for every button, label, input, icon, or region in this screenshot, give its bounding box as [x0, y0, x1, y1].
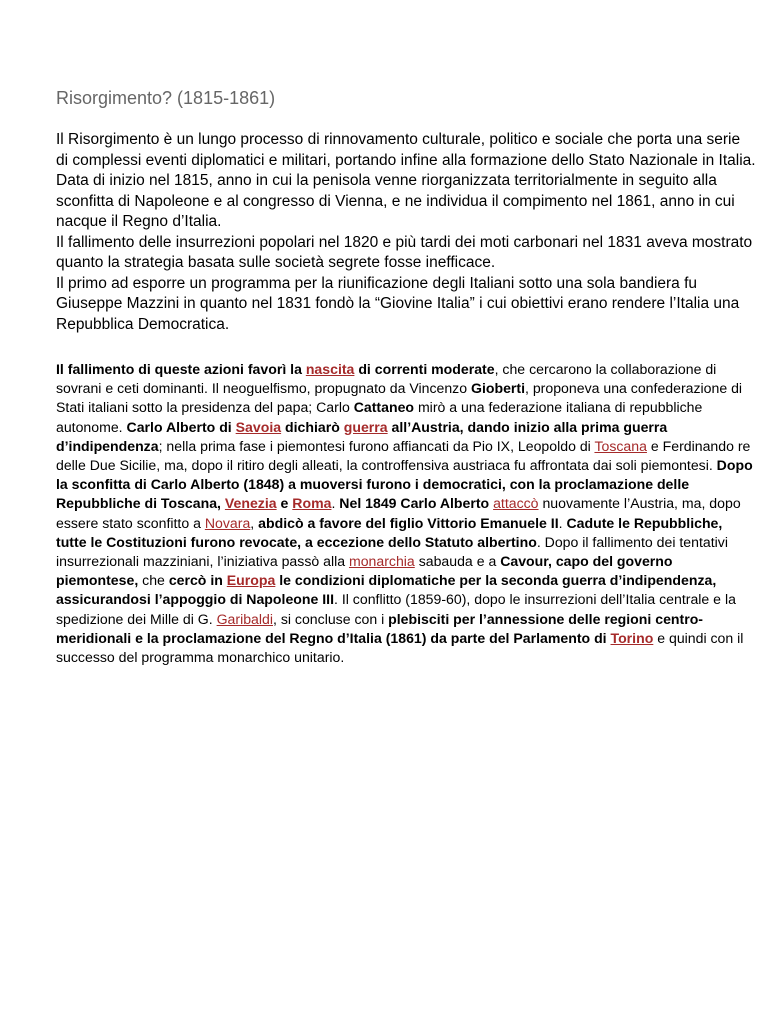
intro-paragraph: Il fallimento delle insurrezioni popolari nel 1820 e più tardi dei moti carbonari nel 1831 aveva mostrato quanto la strategia basata sulle società segrete fosse inefficace. [56, 233, 753, 271]
bold-text: Dopo la sconfitta di Carlo Alberto (1848) a muoversi furono i democratici, con la proclamazione delle Repubbliche di Toscana, [56, 457, 753, 512]
page-title: Risorgimento? (1815-1861) [56, 88, 276, 108]
bold-text: Cavour, capo del governo piemontese, [56, 553, 673, 589]
body-text: . [558, 514, 567, 531]
link-venezia[interactable]: Venezia [224, 495, 277, 512]
body-text: , [250, 514, 259, 531]
body-text: . Dopo il fallimento dei tentativi insurrezionali mazziniani, l’iniziativa passò alla [56, 533, 728, 570]
link-novara[interactable]: Novara [204, 514, 251, 531]
link-europa[interactable]: Europa [226, 572, 276, 589]
bold-text: Carlo Alberto di [126, 418, 236, 435]
bold-text: Gioberti [470, 380, 526, 397]
link-roma[interactable]: Roma [292, 495, 332, 512]
bold-text: Il fallimento di queste azioni favorì la [56, 361, 306, 377]
bold-text: di correnti moderate [354, 361, 495, 377]
body-text: . [331, 495, 340, 512]
bold-text: cercò in [168, 572, 227, 589]
link-torino[interactable]: Torino [610, 629, 654, 646]
body-text: , proponeva una confederazione di Stati italiani sotto la presidenza del papa; Carlo [56, 380, 743, 416]
bold-text: Cattaneo [353, 399, 415, 416]
bold-text: e [276, 495, 293, 512]
link-nascita[interactable]: nascita [305, 361, 355, 377]
link-garibaldi[interactable]: Garibaldi [216, 610, 273, 627]
link-monarchia[interactable]: monarchia [348, 553, 415, 570]
bold-text: Nel 1849 Carlo Alberto [339, 495, 494, 512]
body-text: e Ferdinando re delle Due Sicilie, ma, dopo il ritiro degli alleati, la controffensiva austriaca fu affrontata dai soli piemontesi. [56, 437, 751, 474]
body-text: nuovamente l’Austria, ma, dopo essere stato sconfitto a [56, 495, 741, 531]
bold-text: dichiarò [281, 418, 344, 435]
body-text: che [138, 572, 169, 589]
body-text: ; nella prima fase i piemontesi furono affiancati da Pio IX, Leopoldo di [158, 437, 595, 454]
body-text: , che cercarono la collaborazione di sovrani e ceti dominanti. Il neoguelfismo, propugnato da Vincenzo [56, 361, 717, 397]
bold-text: le condizioni diplomatiche per la seconda guerra d’indipendenza, assicurandosi l’appoggio di Napoleone III [56, 572, 717, 608]
body-text: e quindi con il successo del programma monarchico unitario. [56, 629, 744, 666]
bold-text: abdicò a favore del figlio Vittorio Emanuele II [258, 514, 559, 531]
intro-paragraph: Il Risorgimento è un lungo processo di rinnovamento culturale, politico e sociale che porta una serie di complessi eventi diplomatici e militari, portando infine alla formazione dello Stato Nazionale in Italia. [56, 131, 756, 169]
link-toscana[interactable]: Toscana [594, 437, 647, 454]
body-text: . Il conflitto (1859-60), dopo le insurrezioni dell’Italia centrale e la spedizione dei Mille di G. [56, 591, 736, 627]
body-paragraph [56, 360, 756, 667]
bold-text: all’Austria, dando inizio alla prima guerra d’indipendenza [56, 418, 668, 454]
link-attacco[interactable]: attaccò [493, 495, 539, 512]
body-text: mirò a una federazione italiana di repubbliche autonome. [56, 399, 703, 435]
body-text: , si concluse con i [273, 610, 389, 627]
intro-paragraph: Data di inizio nel 1815, anno in cui la penisola venne riorganizzata territorialmente in seguito alla sconfitta di Napoleone e al congresso di Vienna, e ne individua il compimento nel 1861, anno in cui nacque il Regno d’Italia. [56, 172, 735, 230]
bold-text: plebisciti per l’annessione delle regioni centro-meridionali e la proclamazione del Regno d’Italia (1861) da parte del Parlamento di [56, 610, 703, 646]
body-text: sabauda e a [414, 553, 501, 570]
link-savoia[interactable]: Savoia [235, 418, 282, 435]
link-guerra[interactable]: guerra [343, 418, 388, 435]
intro-section [56, 130, 756, 335]
intro-paragraph: Il primo ad esporre un programma per la riunificazione degli Italiani sotto una sola bandiera fu Giuseppe Mazzini in quanto nel 1831 fondò la “Giovine Italia” i cui obiettivi erano rendere l’Italia una Repubblica Democratica. [56, 274, 740, 333]
bold-text: Cadute le Repubbliche, tutte le Costituzioni furono revocate, a eccezione dello Statuto albertino [56, 514, 723, 550]
